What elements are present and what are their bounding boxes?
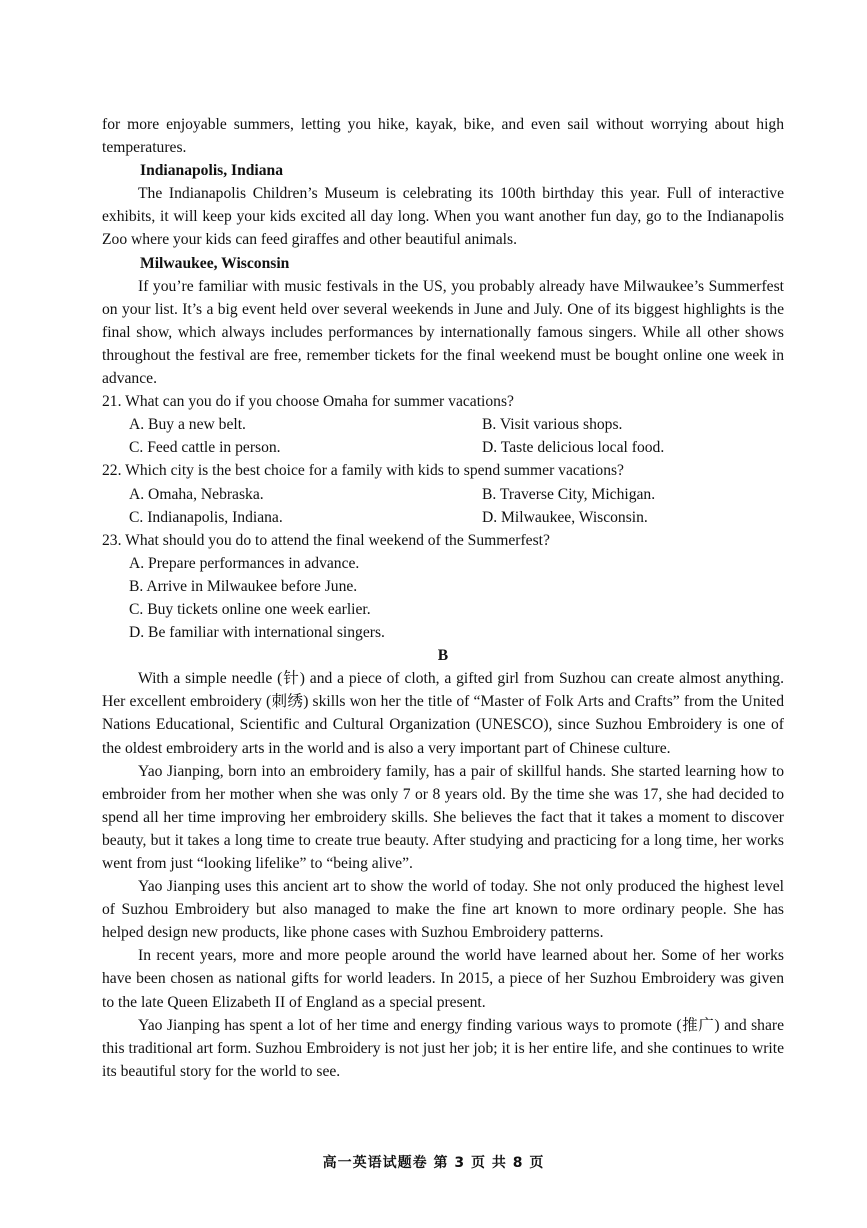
question-21-option-b: B. Visit various shops. [482, 416, 623, 434]
passage-b-paragraph-1: With a simple needle (针) and a piece of cloth, a gifted girl from Suzhou can create almost anything. Her excellent embroidery (刺绣) skills won her the title of “Master of Folk Arts and Crafts” from the United Nations Educational, Scientific and Cultural Organization (UNESCO), since Suzhou Embroidery is one of the oldest embroidery arts in the world and is also a very important part of Chinese culture. [102, 670, 784, 757]
question-21-option-d: D. Taste delicious local food. [482, 439, 665, 457]
question-22-option-b: B. Traverse City, Michigan. [482, 485, 656, 503]
question-23-option-b: B. Arrive in Milwaukee before June. [129, 577, 358, 595]
passage-b-paragraph-3: Yao Jianping uses this ancient art to show the world of today. She not only produced the highest level of Suzhou Embroidery but also managed to make the fine art known to more ordinary people. She has helped design new products, like phone cases with Suzhou Embroidery patterns. [102, 878, 784, 942]
city-heading-milwaukee: Milwaukee, Wisconsin [140, 254, 290, 272]
question-23-option-c: C. Buy tickets online one week earlier. [129, 600, 371, 618]
section-b-heading: B [437, 647, 449, 665]
question-22-stem: 22. Which city is the best choice for a family with kids to spend summer vacations? [102, 462, 624, 480]
page-content [102, 113, 784, 1083]
question-23-stem: 23. What should you do to attend the final weekend of the Summerfest? [102, 531, 550, 549]
question-23-option-a: A. Prepare performances in advance. [129, 554, 360, 572]
question-21-options [102, 413, 784, 459]
question-21-stem: 21. What can you do if you choose Omaha for summer vacations? [102, 393, 514, 411]
passage-b-paragraph-4: In recent years, more and more people around the world have learned about her. Some of her works have been chosen as national gifts for world leaders. In 2015, a piece of her Suzhou Embroidery was given to the late Queen Elizabeth II of England as a special present. [102, 947, 784, 1011]
question-23-option-d: D. Be familiar with international singers. [129, 624, 385, 642]
city-heading-indianapolis: Indianapolis, Indiana [140, 162, 284, 180]
question-22-options [102, 483, 784, 529]
question-22-option-c: C. Indianapolis, Indiana. [129, 508, 283, 526]
passage-b-paragraph-2: Yao Jianping, born into an embroidery family, has a pair of skillful hands. She started learning how to embroider from her mother when she was only 7 or 8 years old. By the time she was 17, she had decided to spend all her time improving her embroidery skills. She believes the fact that it takes a moment to discover beauty, but it takes a long time to create true beauty. After studying and practicing for a long time, her works went from just “looking lifelike” to “being alive”. [102, 762, 784, 872]
passage-a-intro-tail: for more enjoyable summers, letting you hike, kayak, bike, and even sail without worrying about high temperatures. [102, 116, 784, 157]
passage-b-paragraph-5: Yao Jianping has spent a lot of her time and energy finding various ways to promote (推广) and share this traditional art form. Suzhou Embroidery is not just her job; it is her entire life, and she continues to write its beautiful story for the world to see. [102, 1016, 784, 1080]
city-text-indianapolis: The Indianapolis Children’s Museum is celebrating its 100th birthday this year. Full of interactive exhibits, it will keep your kids excited all day long. When you want another fun day, go to the Indianapolis Zoo where your kids can feed giraffes and other beautiful animals. [102, 185, 784, 249]
question-21-option-c: C. Feed cattle in person. [129, 439, 281, 457]
city-text-milwaukee: If you’re familiar with music festivals in the US, you probably already have Milwaukee’s Summerfest on your list. It’s a big event held over several weekends in June and July. One of its biggest highlights is the final show, which always includes performances by internationally famous singers. While all other shows throughout the festival are free, remember tickets for the final weekend must be bought online one week in advance. [102, 277, 784, 388]
question-22-option-d: D. Milwaukee, Wisconsin. [482, 508, 648, 526]
question-23-options [102, 552, 784, 644]
question-22-option-a: A. Omaha, Nebraska. [129, 485, 264, 503]
page-footer: 高一英语试题卷 第 3 页 共 8 页 [322, 1155, 545, 1171]
question-21-option-a: A. Buy a new belt. [129, 416, 246, 434]
